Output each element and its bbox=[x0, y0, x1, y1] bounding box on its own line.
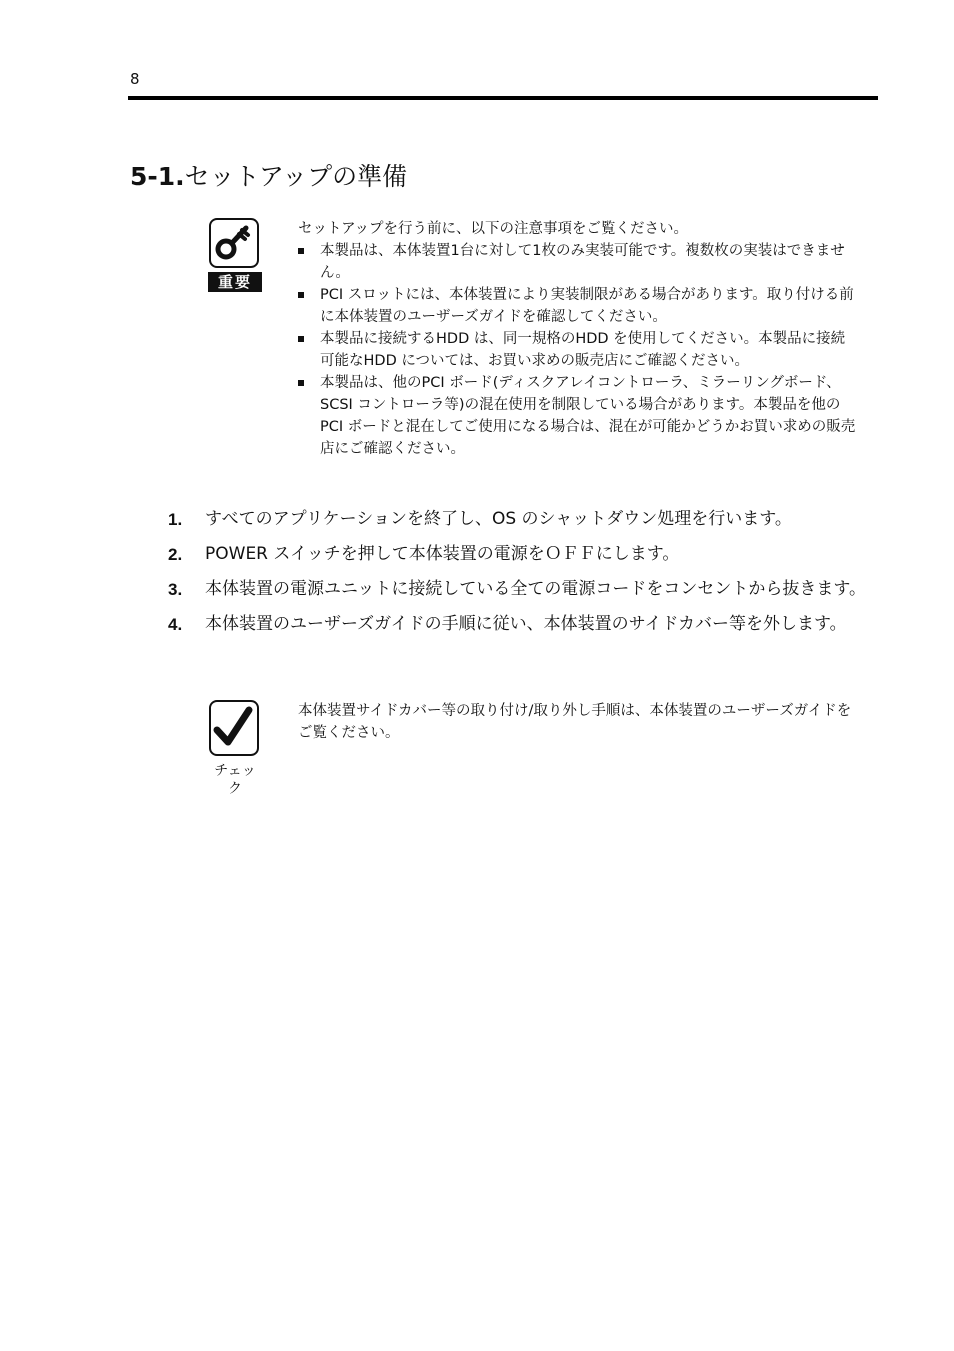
important-label: 重要 bbox=[208, 272, 262, 292]
page-number: 8 bbox=[130, 70, 140, 88]
bullet-item bbox=[298, 284, 858, 328]
check-note-body bbox=[298, 700, 858, 744]
check-note-text: 本体装置サイドカバー等の取り付け/取り外し手順は、本体装置のユーザーズガイドをご覧ください。 bbox=[298, 703, 852, 741]
step-text: POWER スイッチを押して本体装置の電源をＯＦＦにします。 bbox=[205, 544, 680, 564]
bullet-text: 本製品は、他のPCI ボード(ディスクアレイコントローラ、ミラーリングボード、SCSI コントローラ等)の混在使用を制限している場合があります。本製品を他のPCI ボードと混在してご使用になる場合は、混在が可能かどうかお買い求めの販売店にご確認ください。 bbox=[320, 375, 856, 457]
important-bullet-list bbox=[298, 240, 858, 460]
step-number: 4. bbox=[168, 615, 183, 634]
key-icon bbox=[209, 218, 259, 268]
bullet-item bbox=[298, 240, 858, 284]
header-rule bbox=[128, 96, 878, 100]
step-item bbox=[168, 543, 878, 566]
step-item bbox=[168, 508, 878, 531]
section-number: 5-1. bbox=[130, 162, 185, 191]
section-title-text: セットアップの準備 bbox=[184, 162, 408, 191]
step-item bbox=[168, 578, 878, 601]
square-bullet-icon bbox=[298, 336, 304, 342]
key-icon-graphic bbox=[211, 220, 256, 265]
checkmark-icon bbox=[209, 700, 259, 756]
step-text: すべてのアプリケーションを終了し、OS のシャットダウン処理を行います。 bbox=[205, 509, 792, 529]
checkmark-icon-graphic bbox=[211, 702, 256, 753]
section-title bbox=[130, 160, 407, 194]
check-icon-group bbox=[208, 700, 266, 798]
square-bullet-icon bbox=[298, 248, 304, 254]
important-note-body bbox=[298, 218, 858, 460]
important-intro: セットアップを行う前に、以下の注意事項をご覧ください。 bbox=[298, 221, 689, 237]
step-number: 1. bbox=[168, 510, 183, 529]
bullet-item bbox=[298, 328, 858, 372]
step-text: 本体装置のユーザーズガイドの手順に従い、本体装置のサイドカバー等を外します。 bbox=[205, 614, 847, 634]
step-item bbox=[168, 613, 878, 636]
important-icon-group bbox=[208, 218, 266, 292]
bullet-text: 本製品に接続するHDD は、同一規格のHDD を使用してください。本製品に接続可能なHDD については、お買い求めの販売店にご確認ください。 bbox=[320, 331, 846, 369]
step-number: 2. bbox=[168, 545, 183, 564]
square-bullet-icon bbox=[298, 380, 304, 386]
step-number: 3. bbox=[168, 580, 183, 599]
check-label: チェック bbox=[214, 763, 256, 797]
bullet-item bbox=[298, 372, 858, 460]
bullet-text: 本製品は、本体装置1台に対して1枚のみ実装可能です。複数枚の実装はできません。 bbox=[320, 243, 845, 281]
square-bullet-icon bbox=[298, 292, 304, 298]
procedure-steps bbox=[168, 508, 878, 648]
step-text: 本体装置の電源ユニットに接続している全ての電源コードをコンセントから抜きます。 bbox=[205, 579, 866, 599]
bullet-text: PCI スロットには、本体装置により実装制限がある場合があります。取り付ける前に本体装置のユーザーズガイドを確認してください。 bbox=[320, 287, 854, 325]
